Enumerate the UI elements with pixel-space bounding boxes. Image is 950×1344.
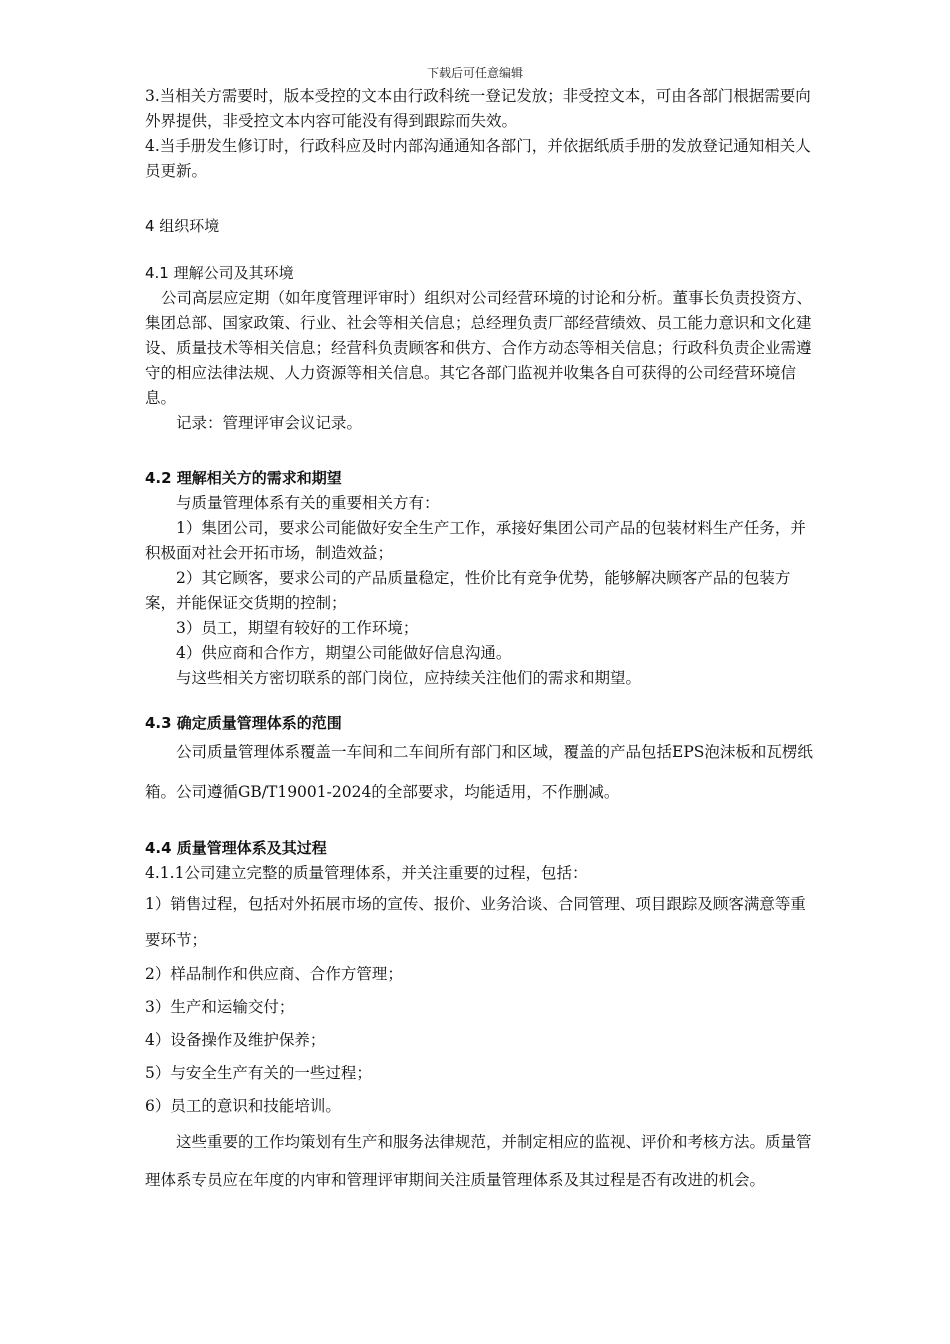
intro-item-4: 4.当手册发生修订时，行政科应及时内部沟通通知各部门，并依据纸质手册的发放登记通知相关人员更新。 bbox=[145, 137, 811, 180]
section-4-2-heading: 4.2 理解相关方的需求和期望 bbox=[145, 469, 342, 487]
section-4-3-heading: 4.3 确定质量管理体系的范围 bbox=[145, 714, 342, 732]
section-4-3-paragraph: 公司质量管理体系覆盖一车间和二车间所有部门和区域，覆盖的产品包括EPS泡沫板和瓦楞纸箱。公司遵循GB/T19001-2024的全部要求，均能适用，不作删减。 bbox=[145, 743, 813, 801]
page-header: 下载后可任意编辑 bbox=[426, 66, 523, 80]
intro-item-3: 3.当相关方需要时，版本受控的文本由行政科统一登记发放；非受控文本，可由各部门根据需要向外界提供，非受控文本内容可能没有得到跟踪而失效。 bbox=[145, 87, 811, 130]
section-4-4-item-3: 3）生产和运输交付； bbox=[145, 998, 295, 1016]
section-4-2-item-2: 2）其它顾客，要求公司的产品质量稳定，性价比有竞争优势，能够解决顾客产品的包装方案，并能保证交货期的控制； bbox=[145, 569, 791, 612]
document-body bbox=[145, 84, 815, 1199]
section-4-4-item-5: 5）与安全生产有关的一些过程； bbox=[145, 1064, 372, 1082]
section-4-4-closing: 这些重要的工作均策划有生产和服务法律规范，并制定相应的监视、评价和考核方法。质量管理体系专员应在年度的内审和管理评审期间关注质量管理体系及其过程是否有改进的机会。 bbox=[145, 1133, 812, 1189]
section-4-4-subheading: 4.1.1公司建立完整的质量管理体系，并关注重要的过程，包括： bbox=[145, 864, 588, 882]
section-4-2-item-1: 1）集团公司，要求公司能做好安全生产工作，承接好集团公司产品的包装材料生产任务，并积极面对社会开拓市场，制造效益； bbox=[145, 519, 806, 562]
section-4-4-item-2: 2）样品制作和供应商、合作方管理； bbox=[145, 965, 403, 983]
section-4-heading: 4 组织环境 bbox=[145, 217, 220, 235]
section-4-2-item-4: 4）供应商和合作方，期望公司能做好信息沟通。 bbox=[176, 644, 512, 662]
section-4-4-item-4: 4）设备操作及维护保养； bbox=[145, 1031, 326, 1049]
section-4-2-closing: 与这些相关方密切联系的部门岗位，应持续关注他们的需求和期望。 bbox=[176, 669, 642, 687]
section-4-1-heading: 4.1 理解公司及其环境 bbox=[145, 264, 294, 282]
section-4-1-record: 记录：管理评审会议记录。 bbox=[176, 414, 363, 432]
section-4-4-item-6: 6）员工的意识和技能培训。 bbox=[145, 1097, 341, 1115]
section-4-4-heading: 4.4 质量管理体系及其过程 bbox=[145, 839, 327, 857]
section-4-2-lead: 与质量管理体系有关的重要相关方有： bbox=[176, 494, 440, 512]
section-4-2-item-3: 3）员工，期望有较好的工作环境； bbox=[176, 619, 419, 637]
section-4-1-paragraph: 公司高层应定期（如年度管理评审时）组织对公司经营环境的讨论和分析。董事长负责投资方、集团总部、国家政策、行业、社会等相关信息；总经理负责厂部经营绩效、员工能力意识和文化建设、质量技术等相关信息；经营科负责顾客和供方、合作方动态等相关信息；行政科负责企业需遵守的相应法律法规、人力资源等相关信息。其它各部门监视并收集各自可获得的公司经营环境信息。 bbox=[145, 289, 813, 407]
section-4-4-item-1: 1）销售过程，包括对外拓展市场的宣传、报价、业务洽谈、合同管理、项目跟踪及顾客满意等重要环节； bbox=[145, 895, 806, 949]
